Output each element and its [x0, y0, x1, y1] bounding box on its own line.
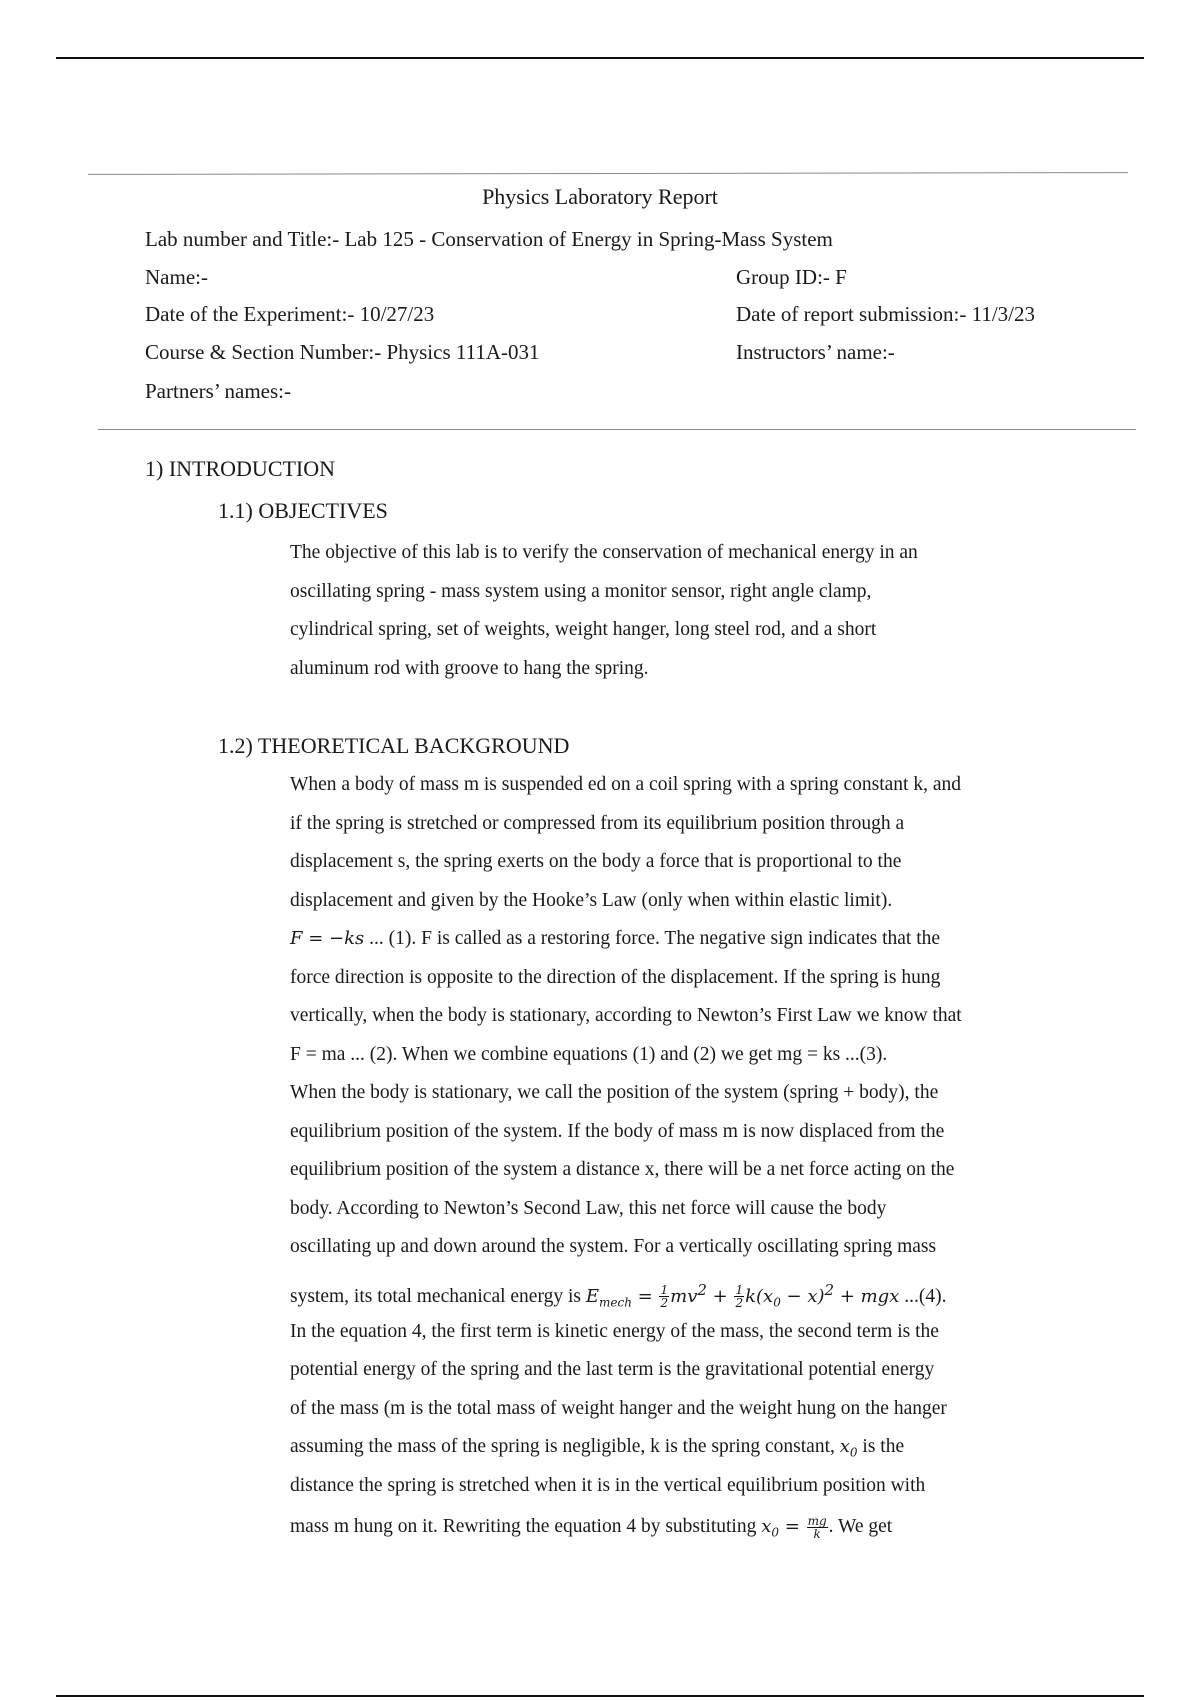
- exponent: 2: [697, 1280, 707, 1299]
- header-bottom-rule: [98, 429, 1136, 430]
- text-line: When a body of mass m is suspended ed on a coil spring with a spring constant k, and: [290, 774, 962, 795]
- equation-4: [585, 1280, 900, 1310]
- fraction-denominator: k: [813, 1526, 821, 1541]
- spring-term: k(x: [745, 1285, 774, 1307]
- equation-4-line: [290, 1267, 1060, 1313]
- text-line: displacement s, the spring exerts on the body a force that is proportional to the: [290, 851, 902, 872]
- equation-4-prefix: system, its total mechanical energy is: [290, 1285, 586, 1307]
- x0-substitution: [761, 1513, 828, 1541]
- text-line: body. According to Newton’s Second Law, this net force will cause the body: [290, 1197, 887, 1219]
- text-line: oscillating spring - mass system using a monitor sensor, right angle clamp,: [290, 580, 872, 602]
- objectives-paragraph: [290, 534, 1060, 688]
- instructors-name: Instructors’ name:-: [736, 340, 895, 364]
- partners-names: Partners’ names:-: [145, 379, 291, 403]
- text-line: of the mass (m is the total mass of weight hanger and the weight hung on the hanger: [290, 1397, 947, 1419]
- header-top-rule: [88, 172, 1128, 175]
- date-submission: Date of report submission:- 11/3/23: [736, 302, 1036, 326]
- page-top-rule: [56, 57, 1144, 59]
- plus-sign: +: [706, 1285, 734, 1307]
- fraction-numerator: mg: [807, 1513, 827, 1528]
- equation-4-lhs-sub: mech: [599, 1295, 632, 1310]
- equation-1-text: ... (1). F is called as a restoring force. The negative sign indicates that the: [364, 928, 941, 949]
- heading-objectives: 1.1) OBJECTIVES: [218, 498, 388, 523]
- spring-term-end: − x): [780, 1285, 825, 1307]
- text-line: potential energy of the spring and the last term is the gravitational potential energy: [290, 1359, 935, 1380]
- text-line: vertically, when the body is stationary, according to Newton’s First Law we know that: [290, 1005, 962, 1026]
- theory-paragraph: [290, 766, 1060, 1549]
- report-title: Physics Laboratory Report: [482, 184, 718, 209]
- text-line: cylindrical spring, set of weights, weight hanger, long steel rod, and a short: [290, 619, 877, 640]
- text-line: distance the spring is stretched when it is in the vertical equilibrium position with: [290, 1474, 926, 1496]
- text-span: is the: [857, 1436, 905, 1457]
- text-line: In the equation 4, the first term is kinetic energy of the mass, the second term is the: [290, 1320, 939, 1342]
- date-experiment: Date of the Experiment:- 10/27/23: [145, 302, 435, 326]
- text-line: if the spring is stretched or compressed from its equilibrium position through a: [290, 812, 905, 834]
- fraction-half: [659, 1284, 669, 1309]
- lab-title: Lab number and Title:- Lab 125 - Conservation of Energy in Spring-Mass System: [145, 227, 833, 251]
- equation-4-lhs: E: [585, 1285, 600, 1307]
- heading-introduction: 1) INTRODUCTION: [145, 456, 336, 481]
- equation-4-suffix: ...(4).: [899, 1285, 947, 1307]
- text-line: F = ma ... (2). When we combine equations (1) and (2) we get mg = ks ...(3).: [290, 1043, 888, 1065]
- name-field: Name:-: [145, 265, 208, 289]
- text-span: . We get: [828, 1516, 893, 1537]
- text-line: displacement and given by the Hooke’s Law (only when within elastic limit).: [290, 889, 893, 911]
- equals-sign: =: [779, 1516, 806, 1537]
- heading-theory: 1.2) THEORETICAL BACKGROUND: [218, 733, 570, 758]
- substitution-line: [290, 1505, 1060, 1549]
- text-line: force direction is opposite to the direction of the displacement. If the spring is hung: [290, 966, 941, 988]
- text-line: aluminum rod with groove to hang the spring.: [290, 657, 649, 679]
- text-line: equilibrium position of the system. If the body of mass m is now displaced from the: [290, 1120, 945, 1142]
- text-span: mass m hung on it. Rewriting the equation 4 by substituting: [290, 1516, 762, 1537]
- text-line: The objective of this lab is to verify the conservation of mechanical energy in an: [290, 542, 918, 563]
- equals-sign: =: [631, 1285, 659, 1307]
- fraction-half: [734, 1284, 744, 1309]
- variable: x: [761, 1516, 772, 1537]
- exponent: 2: [824, 1280, 835, 1299]
- fraction-denominator: 2: [735, 1296, 744, 1310]
- equation-1: F = −ks: [290, 928, 365, 949]
- gravity-term: + mgx: [834, 1285, 900, 1307]
- subscript: 0: [849, 1445, 858, 1460]
- text-line: When the body is stationary, we call the position of the system (spring + body), the: [290, 1082, 939, 1103]
- group-id: Group ID:- F: [736, 265, 847, 289]
- page-bottom-rule: [56, 1695, 1144, 1697]
- x0-line: [290, 1428, 1060, 1467]
- text-line: equilibrium position of the system a distance x, there will be a net force acting on the: [290, 1159, 955, 1180]
- fraction-numerator: 1: [735, 1283, 744, 1297]
- equation-1-line: [290, 920, 1060, 959]
- fraction-numerator: 1: [660, 1283, 669, 1297]
- course-section: Course & Section Number:- Physics 111A-031: [145, 340, 540, 364]
- subscript: 0: [773, 1295, 781, 1310]
- fraction-denominator: 2: [660, 1296, 669, 1310]
- x0-symbol: [839, 1436, 858, 1460]
- subscript: 0: [771, 1525, 780, 1540]
- text-line: oscillating up and down around the system. For a vertically oscillating spring mass: [290, 1236, 937, 1257]
- fraction-mg-k: [807, 1515, 828, 1540]
- kinetic-term: mv: [670, 1285, 698, 1307]
- variable: x: [839, 1436, 850, 1457]
- text-span: assuming the mass of the spring is negligible, k is the spring constant,: [290, 1436, 840, 1457]
